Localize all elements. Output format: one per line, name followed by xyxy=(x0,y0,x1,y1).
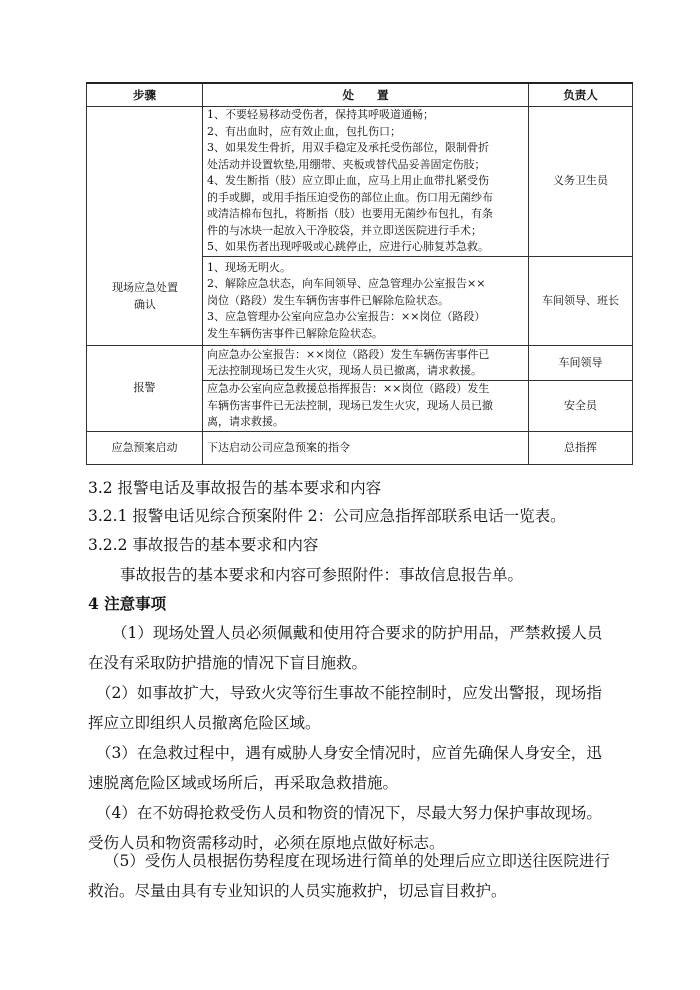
header-step: 步骤 xyxy=(87,83,203,107)
note-line: 在没有采取防护措施的情况下盲目施救。 xyxy=(88,654,368,672)
first-aid-line: 的手或脚，或用手指压迫受伤的部位止血。伤口用无菌纱布 xyxy=(207,190,493,204)
procedure-table xyxy=(86,82,633,465)
first-aid-line: 3、如果发生骨折，用双手稳定及承托受伤部位，限制骨折 xyxy=(207,141,489,155)
cell-owner-plan: 总指挥 xyxy=(529,432,633,465)
first-aid-line: 1、不要轻易移动受伤者，保持其呼吸道通畅； xyxy=(207,108,434,122)
table-row-plan xyxy=(87,432,633,465)
confirm-line: 1、现场无明火。 xyxy=(207,260,291,274)
table-header-row xyxy=(87,83,633,107)
confirm-line: 发生车辆伤害事件已解除危险状态。 xyxy=(207,326,383,340)
cell-action-alarm-2 xyxy=(203,381,529,432)
first-aid-line: 或清洁棉布包扎，将断指（肢）也要用无菌纱布包扎，有条 xyxy=(207,207,493,221)
first-aid-line: 处活动并设置软垫,用绷带、夹板或替代品妥善固定伤肢； xyxy=(207,157,486,171)
confirm-step-line: 现场应急处置 xyxy=(112,281,178,294)
section-3-2-1: 3.2.1 报警电话见综合预案附件 2：公司应急指挥部联系电话一览表。 xyxy=(88,507,566,525)
cell-action-plan: 下达启动公司应急预案的指令 xyxy=(203,432,529,465)
section-3-2-body: 事故报告的基本要求和内容可参照附件：事故信息报告单。 xyxy=(120,566,524,584)
section-3-2-2: 3.2.2 事故报告的基本要求和内容 xyxy=(88,536,319,554)
note-line: （2）如事故扩大，导致火灾等衍生事故不能控制时，应发出警报，现场指 xyxy=(96,684,602,702)
section-4-title: 4 注意事项 xyxy=(88,594,167,613)
confirm-line: 2、解除应急状态，向车间领导、应急管理办公室报告×× xyxy=(207,277,486,291)
note-line: （4）在不妨碍抢救受伤人员和物资的情况下，尽最大努力保护事故现场。 xyxy=(96,804,602,822)
cell-owner-first-aid: 义务卫生员 xyxy=(529,107,633,257)
alarm-line: 无法控制现场已发生火灾，现场人员已撤离，请求救援。 xyxy=(207,364,482,377)
first-aid-line: 件的与冰块一起放入干净胶袋，并立即送医院进行手术； xyxy=(207,223,482,237)
section-3-2-title: 3.2 报警电话及事故报告的基本要求和内容 xyxy=(88,479,382,497)
table-row-first-aid xyxy=(87,107,633,257)
note-line: （3）在急救过程中，遇有威胁人身安全情况时，应首先确保人身安全，迅 xyxy=(96,744,602,762)
note-item-3 xyxy=(88,738,652,798)
table-row-alarm-1 xyxy=(87,346,633,381)
cell-owner-alarm-1: 车间领导 xyxy=(529,346,633,381)
first-aid-line: 4、发生断指（肢）应立即止血，应马上用止血带扎紧受伤 xyxy=(207,174,489,188)
note-line: （1）现场处置人员必须佩戴和使用符合要求的防护用品，严禁救援人员 xyxy=(112,624,603,642)
cell-owner-confirm: 车间领导、班长 xyxy=(529,257,633,346)
cell-owner-alarm-2: 安全员 xyxy=(529,381,633,432)
note-item-5 xyxy=(88,846,652,906)
note-line: 救治。尽量由具有专业知识的人员实施救护，切忌盲目救护。 xyxy=(88,882,507,900)
alarm-line: 向应急办公室报告：××岗位（路段）发生车辆伤害事件已 xyxy=(207,347,490,361)
first-aid-line: 2、有出血时，应有效止血，包扎伤口； xyxy=(207,124,401,138)
first-aid-line: 5、如果伤者出现呼吸或心跳停止，应进行心肺复苏急救。 xyxy=(207,240,489,254)
header-owner: 负责人 xyxy=(529,83,633,107)
note-line: 速脱离危险区域或场所后，再采取急救措施。 xyxy=(88,774,399,792)
header-action: 处 置 xyxy=(203,83,529,107)
note-item-2 xyxy=(88,678,652,738)
note-line: （5）受伤人员根据伤势程度在现场进行简单的处理后应立即送往医院进行 xyxy=(104,852,610,870)
confirm-line: 岗位（路段）发生车辆伤害事件已解除危险状态。 xyxy=(207,293,449,307)
note-line: 挥应立即组织人员撤离危险区域。 xyxy=(88,714,321,732)
cell-action-alarm-1 xyxy=(203,346,529,381)
confirm-line: 3、应急管理办公室向应急办公室报告：××岗位（路段） xyxy=(207,310,486,324)
cell-action-confirm xyxy=(203,257,529,346)
cell-action-first-aid xyxy=(203,107,529,257)
note-item-1 xyxy=(88,618,652,678)
alarm-line: 应急办公室向应急救援总指挥报告：××岗位（路段）发生 xyxy=(207,382,490,396)
confirm-step-line: 确认 xyxy=(134,297,156,311)
cell-step-plan: 应急预案启动 xyxy=(87,432,203,465)
cell-step-alarm: 报警 xyxy=(87,346,203,432)
alarm-line: 车辆伤害事件已无法控制，现场已发生火灾，现场人员已撤 xyxy=(207,398,493,412)
alarm-line: 离，请求救援。 xyxy=(207,415,284,429)
confirm-step-label xyxy=(87,280,203,313)
note-line: 受伤人员和物资需移动时，必须在原地点做好标志。 xyxy=(88,834,445,852)
